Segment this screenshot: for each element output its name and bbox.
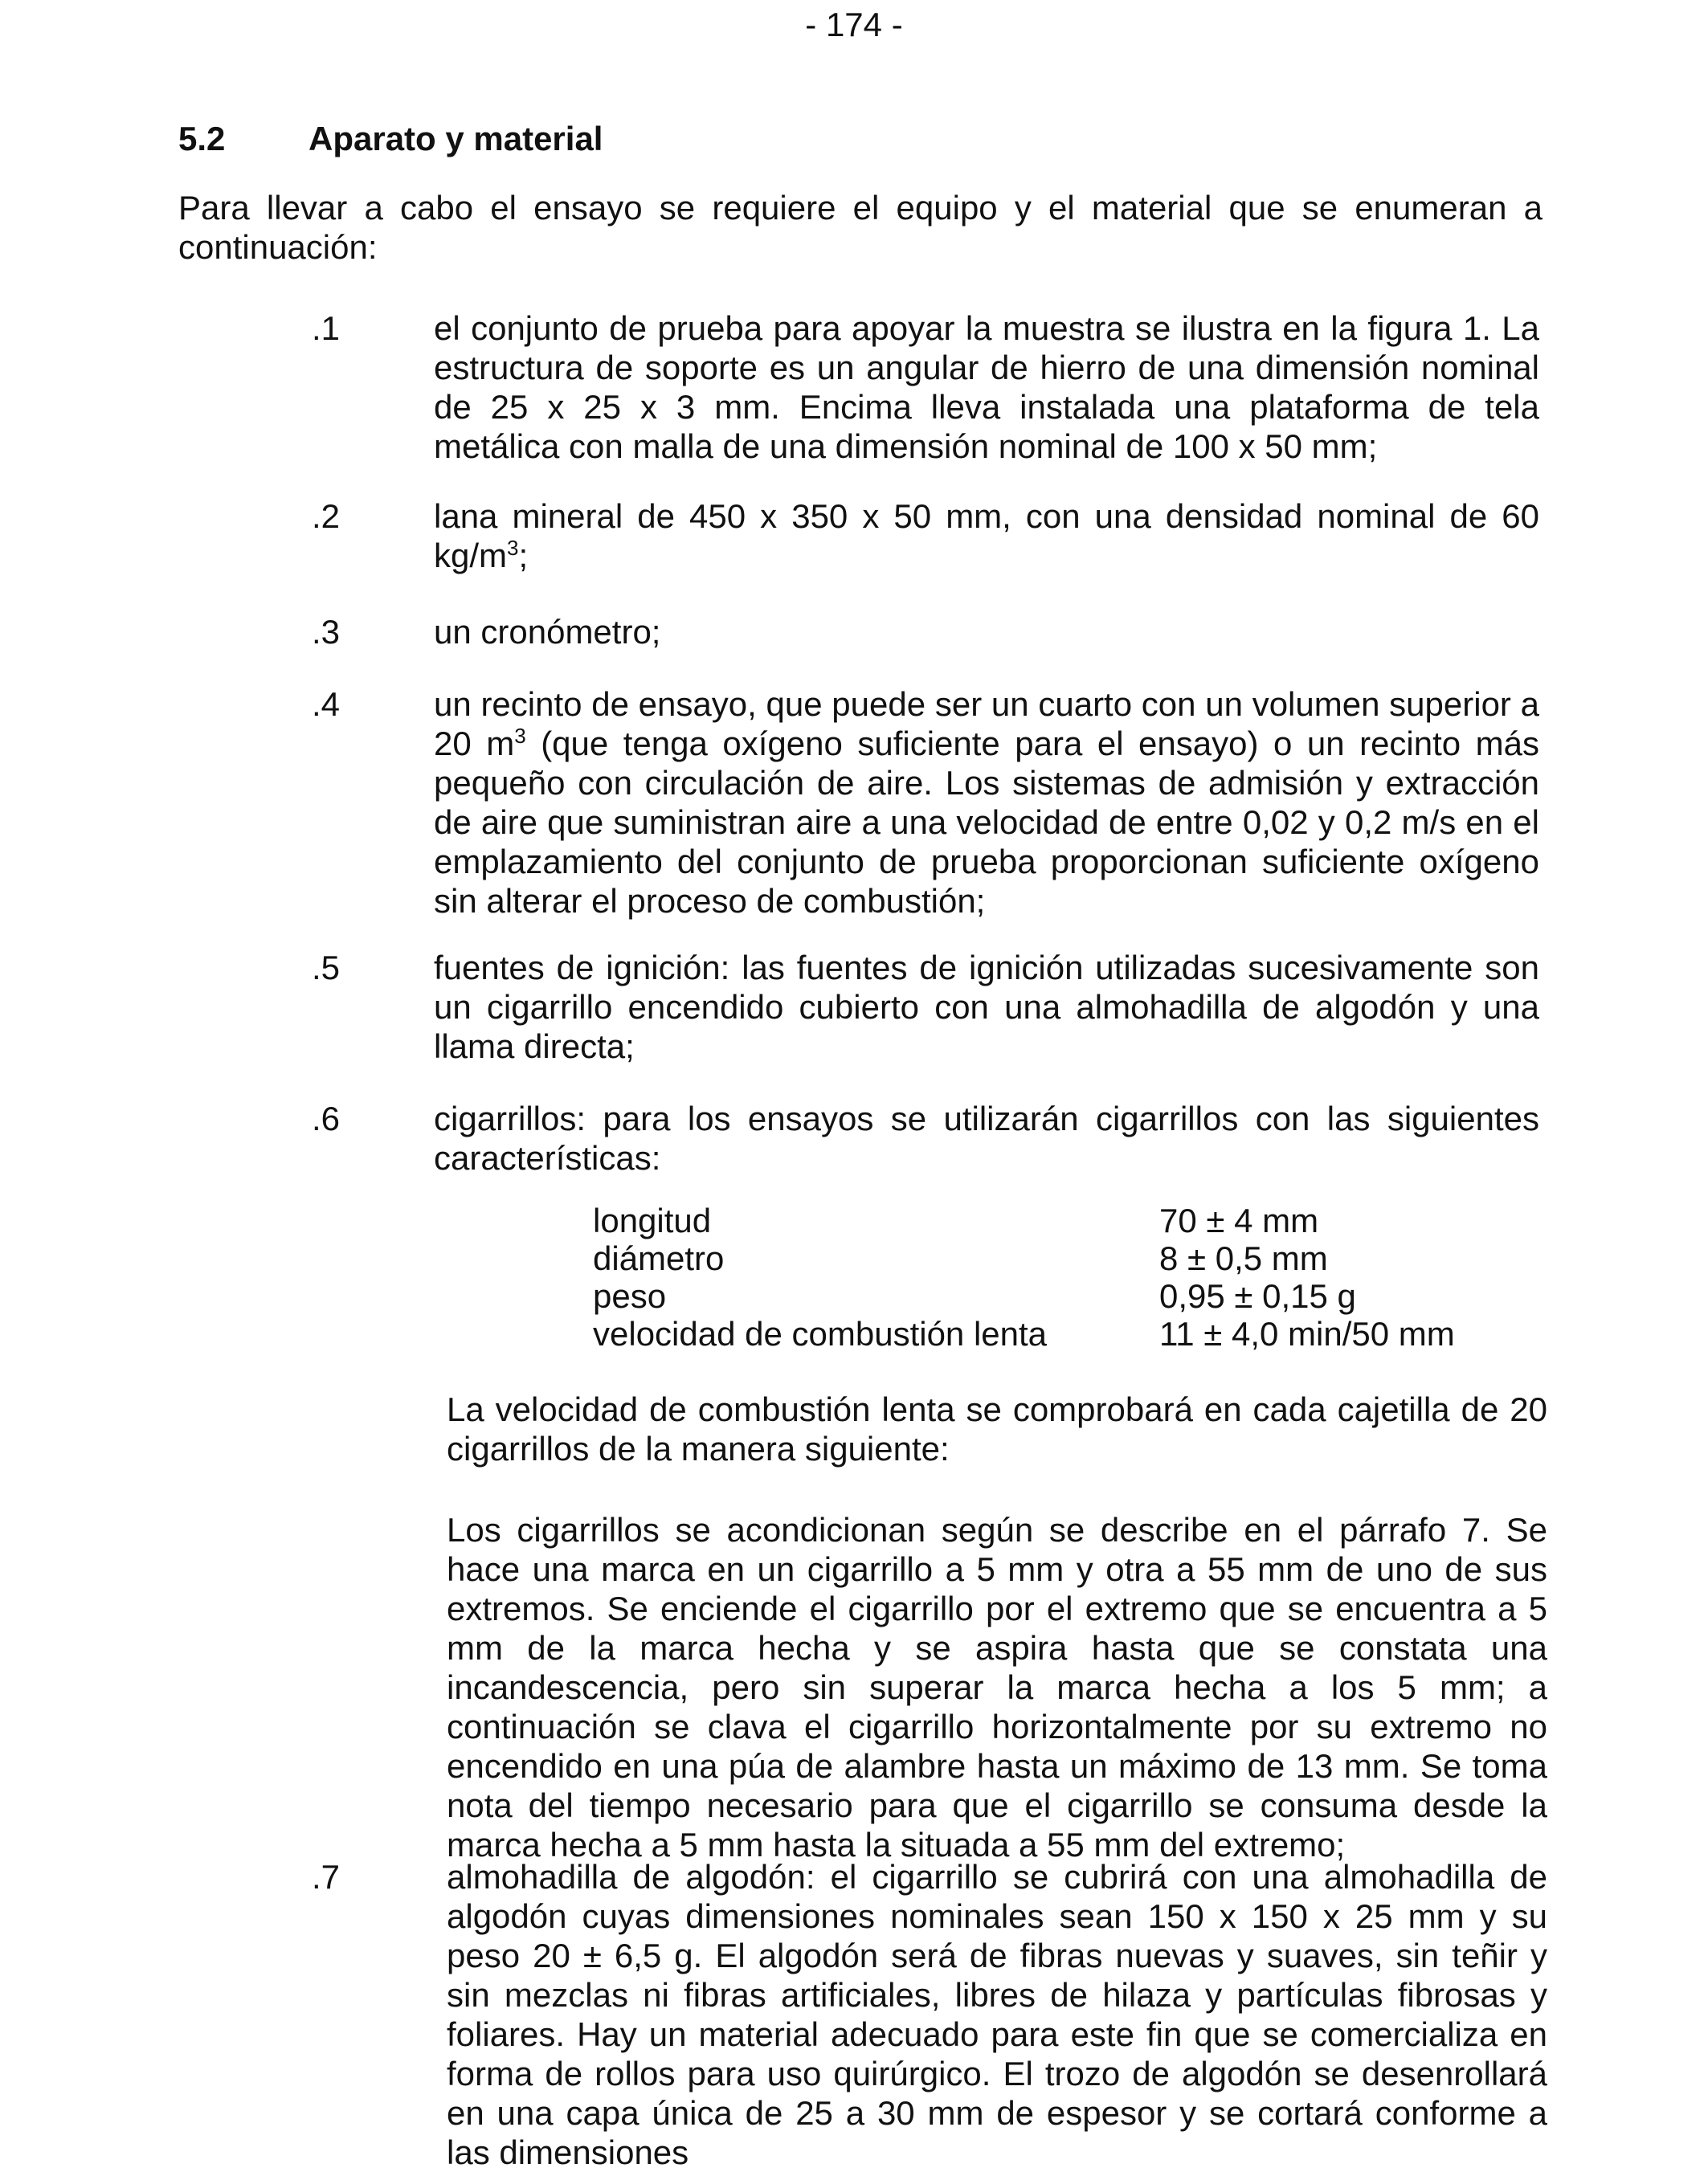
spec-label: velocidad de combustión lenta (593, 1315, 1048, 1353)
item-number: .6 (312, 1100, 341, 1137)
item-number: .1 (312, 309, 341, 347)
spec-row (593, 1277, 1557, 1315)
spec-row (593, 1239, 1557, 1277)
item-text: almohadilla de algodón: el cigarrillo se cubrirá con una almohadilla de algodón cuyas dimensiones nominales sean 150 x 150 x 25 mm y su peso 20 ± 6,5 g. El algodón será de fibras nuevas y suaves, sin teñir y sin mezclas ni fibras artificiales, libres de hilaza y partículas fibrosas y foliares. Hay un material adecuado para este fin que se comercializa en forma de rollos para uso quirúrgico. El trozo de algodón se desenrollará en una capa única de 25 a 30 mm de espesor y se cortará conforme a las dimensiones (447, 1858, 1547, 2171)
section-number: 5.2 (178, 120, 226, 157)
spec-row (593, 1315, 1557, 1353)
section-title: Aparato y material (309, 120, 603, 157)
page-number: - 174 - (805, 6, 903, 43)
spec-value: 0,95 ± 0,15 g (1159, 1277, 1356, 1315)
item-text: fuentes de ignición: las fuentes de ignición utilizadas sucesivamente son un cigarrillo encendido cubierto con una almohadilla de algodón y una llama directa; (434, 949, 1539, 1065)
item-text: un recinto de ensayo, que puede ser un cuarto con un volumen superior a 20 $m^3$ (que tenga oxígeno suficiente para el ensayo) o un recinto más pequeño con circulación de aire. Los sistemas de admisión y extracción de aire que suministran aire a una velocidad de entre 0,02 y 0,2 m/s en el emplazamiento del conjunto de prueba proporcionan suficiente oxígeno sin alterar el proceso de combustión; (434, 685, 1539, 920)
check-paragraph: La velocidad de combustión lenta se comprobará en cada cajetilla de 20 cigarrillos de la manera siguiente: (447, 1390, 1547, 1468)
item-number: .2 (312, 497, 341, 535)
item-number: .5 (312, 949, 341, 986)
spec-label: diámetro (593, 1239, 725, 1277)
item-text: cigarrillos: para los ensayos se utilizarán cigarrillos con las siguientes características: (434, 1100, 1539, 1177)
item-number: .7 (312, 1858, 341, 1896)
superscript: 3 (514, 724, 526, 748)
spec-value: 11 ± 4,0 min/50 mm (1159, 1315, 1455, 1353)
item-number: .4 (312, 685, 341, 723)
item-number: .3 (312, 613, 341, 651)
spec-value: 70 ± 4 mm (1159, 1202, 1319, 1239)
item-text: lana mineral de 450 x 350 x 50 mm, con una densidad nominal de 60 $kg/m^3$; (434, 497, 1539, 574)
section-heading (178, 119, 603, 158)
spec-label: longitud (593, 1202, 712, 1239)
procedure-paragraph: Los cigarrillos se acondicionan según se describe en el párrafo 7. Se hace una marca en un cigarrillo a 5 mm y otra a 55 mm de uno de sus extremos. Se enciende el cigarrillo por el extremo que se encuentra a 5 mm de la marca hecha y se aspira hasta que se constata una incandescencia, pero sin superar la marca hecha a los 5 mm; a continuación se clava el cigarrillo horizontalmente por su extremo no encendido en una púa de alambre hasta un máximo de 13 mm. Se toma nota del tiempo necesario para que el cigarrillo se consuma desde la marca hecha a 5 mm hasta la situada a 55 mm del extremo; (447, 1511, 1547, 1864)
cigarette-specs (593, 1202, 1557, 1353)
spec-label: peso (593, 1277, 667, 1315)
spec-row (593, 1202, 1557, 1239)
item-text: un cronómetro; (434, 613, 661, 651)
spec-value: 8 ± 0,5 mm (1159, 1239, 1328, 1277)
item-text: el conjunto de prueba para apoyar la muestra se ilustra en la figura 1. La estructura de soporte es un angular de hierro de una dimensión nominal de 25 x 25 x 3 mm. Encima lleva instalada una plataforma de tela metálica con malla de una dimensión nominal de 100 x 50 mm; (434, 309, 1539, 465)
intro-paragraph: Para llevar a cabo el ensayo se requiere el equipo y el material que se enumeran a continuación: (178, 189, 1543, 266)
superscript: 3 (507, 536, 519, 560)
